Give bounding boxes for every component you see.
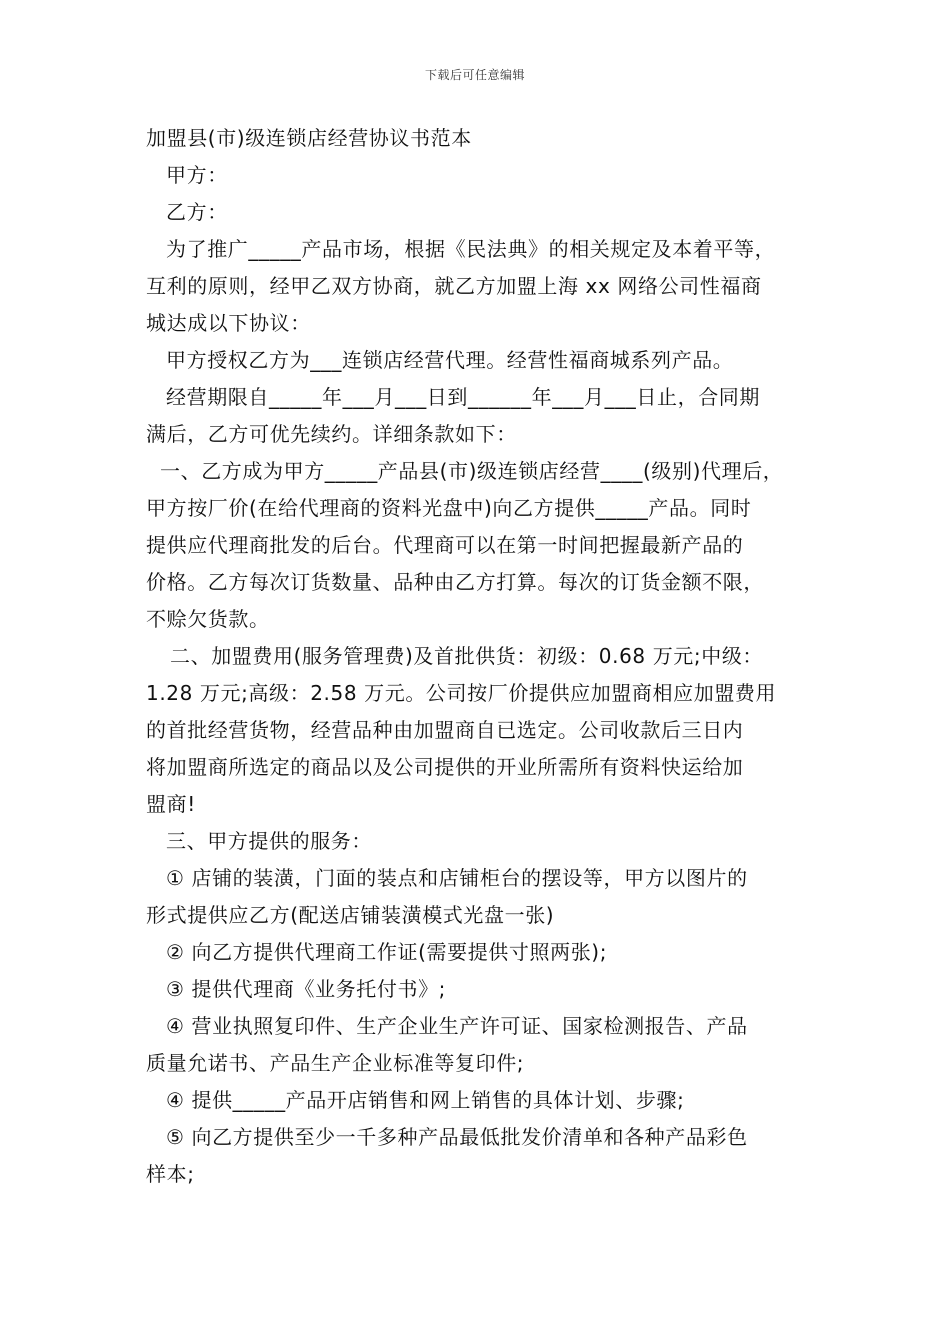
paragraph-line: 甲方授权乙方为___连锁店经营代理。经营性福商城系列产品。	[166, 348, 734, 372]
service-item-line: ④ 营业执照复印件、生产企业生产许可证、国家检测报告、产品	[166, 1014, 748, 1038]
service-item-line: 质量允诺书、产品生产企业标准等复印件;	[146, 1051, 525, 1075]
document-title: 加盟县(市)级连锁店经营协议书范本	[146, 126, 472, 150]
paragraph-line: 满后，乙方可优先续约。详细条款如下：	[146, 422, 517, 446]
service-item-line: ③ 提供代理商《业务托付书》;	[166, 977, 447, 1001]
party-a-line: 甲方：	[166, 163, 228, 187]
document-body	[146, 120, 816, 1193]
clause-1-line: 不赊欠货款。	[146, 607, 270, 631]
clause-3-heading: 三、甲方提供的服务：	[166, 829, 372, 853]
clause-2-line: 盟商!	[146, 792, 196, 816]
header-note: 下载后可任意编辑	[424, 68, 525, 82]
party-b-line: 乙方：	[166, 200, 228, 224]
paragraph-line: 互利的原则，经甲乙双方协商，就乙方加盟上海 xx 网络公司性福商	[146, 274, 762, 298]
clause-1-line: 一、乙方成为甲方_____产品县(市)级连锁店经营____(级别)代理后，	[160, 459, 784, 483]
service-item-line: 样本;	[146, 1162, 195, 1186]
clause-1-line: 甲方按厂价(在给代理商的资料光盘中)向乙方提供_____产品。同时	[146, 496, 752, 520]
clause-2-line: 将加盟商所选定的商品以及公司提供的开业所需所有资料快运给加	[146, 755, 744, 779]
service-item-line: ④ 提供_____产品开店销售和网上销售的具体计划、步骤;	[166, 1088, 685, 1112]
service-item-line: ① 店铺的装潢，门面的装点和店铺柜台的摆设等，甲方以图片的	[166, 866, 748, 890]
clause-1-line: 价格。乙方每次订货数量、品种由乙方打算。每次的订货金额不限，	[146, 570, 764, 594]
service-item-line: ② 向乙方提供代理商工作证(需要提供寸照两张);	[166, 940, 608, 964]
paragraph-line: 经营期限自_____年___月___日到______年___月___日止，合同期	[166, 385, 760, 409]
service-item-line: ⑤ 向乙方提供至少一千多种产品最低批发价清单和各种产品彩色	[166, 1125, 748, 1149]
clause-1-line: 提供应代理商批发的后台。代理商可以在第一时间把握最新产品的	[146, 533, 744, 557]
service-item-line: 形式提供应乙方(配送店铺装潢模式光盘一张)	[146, 903, 555, 927]
clause-2-line: 的首批经营货物，经营品种由加盟商自已选定。公司收款后三日内	[146, 718, 744, 742]
paragraph-line: 为了推广_____产品市场，根据《民法典》的相关规定及本着平等，	[166, 237, 776, 261]
clause-2-line: 1.28 万元;高级：2.58 万元。公司按厂价提供应加盟商相应加盟费用	[146, 681, 777, 705]
paragraph-line: 城达成以下协议：	[146, 311, 311, 335]
clause-2-line: 二、加盟费用(服务管理费)及首批供货：初级：0.68 万元;中级：	[170, 644, 764, 668]
